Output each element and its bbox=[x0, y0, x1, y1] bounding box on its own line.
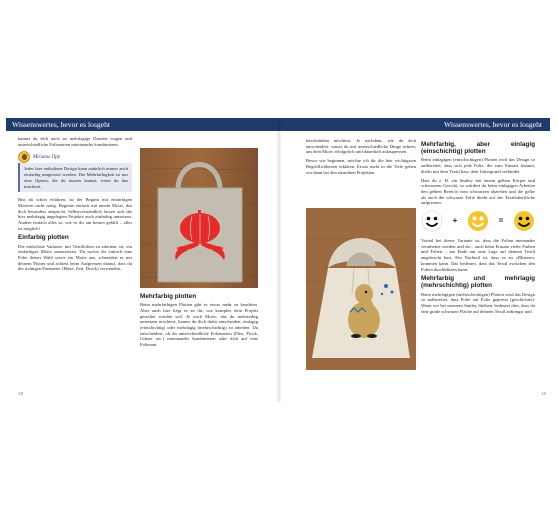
left-second-column bbox=[140, 290, 258, 351]
plus-operator: + bbox=[452, 216, 458, 226]
right-paragraph-begin: beschränken möchtest. Je nachdem, wie du dich entscheidest, musst du auf unterschiedliche Dinge achten, um dein Motiv erfolgreich und dauerhaft aufzupressen. bbox=[306, 138, 416, 155]
page-number-right: 19 bbox=[540, 391, 546, 396]
book-spread bbox=[0, 118, 558, 402]
heading-mehrlagig: Mehrfarbig und mehrlagig (mehrschichtig) plotten bbox=[421, 275, 535, 290]
smiley-full-icon bbox=[513, 210, 535, 232]
left-paragraph-einfarbig: Die einfachste Variante, mit Textilfolien zu arbeiten, ist, ein einfarbiges Motiv umzusetzen. Du suchst dir einfach eine Folie deiner Wahl sowie ein Motiv aus, schneidest es mit deinem Plotter und achtest beim Aufpressen darauf, dass du die richtigen Parameter (Hitze, Zeit, Druck) verwendest. bbox=[18, 243, 132, 272]
smiley-black-icon bbox=[421, 210, 443, 232]
tote-bag-photo bbox=[140, 148, 258, 288]
tip-label: Miriams Tipp bbox=[33, 154, 61, 160]
left-page bbox=[0, 118, 279, 402]
left-paragraph-experience: Bist du schon erfahren, ist der Beginn mit einfarbigen Motiven nicht nötig. Beginne einfach mit einem Motiv, das dich besonders anspricht. Selbstverständlich lassen sich die hier mehrlagig angelegten Projekte auch einfarbig umsetzen. Ändere einfach alles so, wie es dir am besten gefällt – alles ist möglich! bbox=[18, 197, 132, 231]
left-intro-paragraph: kannst du dich auch an mehrlagige Dateien wagen und unterschiedliche Folienarten miteinander kombinieren. bbox=[18, 136, 132, 147]
right-page bbox=[279, 118, 558, 402]
smiley-equation bbox=[421, 210, 535, 232]
right-paragraph-smiley: Hast du z. B. ein Smiley mit einem gelben Körper und schwarzem Gesicht, so würdest du beim einlagigen Arbeiten den gelben Bereich vom schwarzen abziehen und die gelbe als auch die schwarze Folie direkt auf der Textiloberfläche aufpressen. bbox=[421, 177, 535, 206]
right-page-header: Wissenswertes, bevor es losgeht bbox=[279, 118, 550, 131]
right-paragraph-advantage: Vorteil bei dieser Variante ist, dass die Folien ineinander verarbeitet werden und du – auch beim Einsatz vieler Farben und Folien – am Ende nur eine Lage auf deinem Textil angebracht hast. Ein Nachteil ist, dass es zu »Blitzern« kommen kann. Das bedeutet, dass das Textil zwischen den Folien durchblitzen kann. bbox=[421, 238, 535, 272]
equals-operator: = bbox=[498, 216, 504, 226]
heading-mehrfarbig: Mehrfarbig plotten bbox=[140, 293, 197, 300]
hoodie-photo bbox=[306, 208, 416, 370]
left-paragraph-mehrfarbig: Beim mehrfarbigen Plotten gibt es etwas mehr zu beachten. Aber auch hier liegt es an dir, wie komplex dein Projekt gestaltet werden soll. Je nach Motiv, das du mehrfarbig umsetzen möchtest, kannst du dich dafür entscheiden, einlagig (einschichtig) oder mehrlagig (mehrschichtig) zu arbeiten. Du entscheidest, ob du unterschiedliche Folienarten (Flex, Flock, Glitzer etc.) miteinander kombinieren oder dich auf eine Folienart bbox=[140, 302, 258, 348]
tote-bag-illustration bbox=[140, 148, 258, 288]
left-text-column bbox=[18, 136, 132, 275]
right-text-column bbox=[306, 138, 416, 178]
right-second-column bbox=[421, 138, 535, 317]
hoodie-illustration bbox=[306, 208, 416, 370]
right-paragraph-mehrlagig: Beim mehrlagigen (mehrschichtigen) Plotten wird das Design so aufbereitet, dass Folie auf Folie gepresst (geschichtet). Wenn wir bei unserem Smiley bleiben, bedeutet dies, dass du eine große schwarze Fläche auf deinem Textil anbringst und bbox=[421, 291, 535, 314]
left-page-header: Wissenswertes, bevor es losgeht bbox=[6, 118, 279, 131]
tip-text: Jedes hier enthaltene Design kann natürlich immer auch einfarbig umgesetzt werden. Die Mehrfarbigkeit ist nur eine Option, die du nutzen kannst, wenn du das möchtest. bbox=[18, 163, 132, 192]
page-number-left: 18 bbox=[18, 391, 24, 396]
tip-badge bbox=[18, 151, 132, 163]
heading-einfarbig: Einfarbig plotten bbox=[18, 234, 69, 242]
smiley-yellow-icon bbox=[467, 210, 489, 232]
right-paragraph-einlagig: Beim einlagigen (einschichtigen) Plotten wird das Design so aufbereitet, dass sich jede Folie, die zum Einsatz kommt, direkt mit dem Textil bzw. dem Untergrund verbindet. bbox=[421, 157, 535, 174]
book-gutter bbox=[276, 118, 282, 402]
avatar-icon bbox=[18, 151, 30, 163]
tip-box bbox=[18, 151, 132, 192]
right-paragraph-terms: Bevor wir beginnen, möchte ich dir die hier wichtigsten Begrifflichkeiten erklären. Etwas mehr in die Tiefe gehen wir dann bei den einzelnen Projekten. bbox=[306, 158, 416, 175]
heading-einlagig: Mehrfarbig, aber einlagig (einschichtig) plotten bbox=[421, 141, 535, 156]
